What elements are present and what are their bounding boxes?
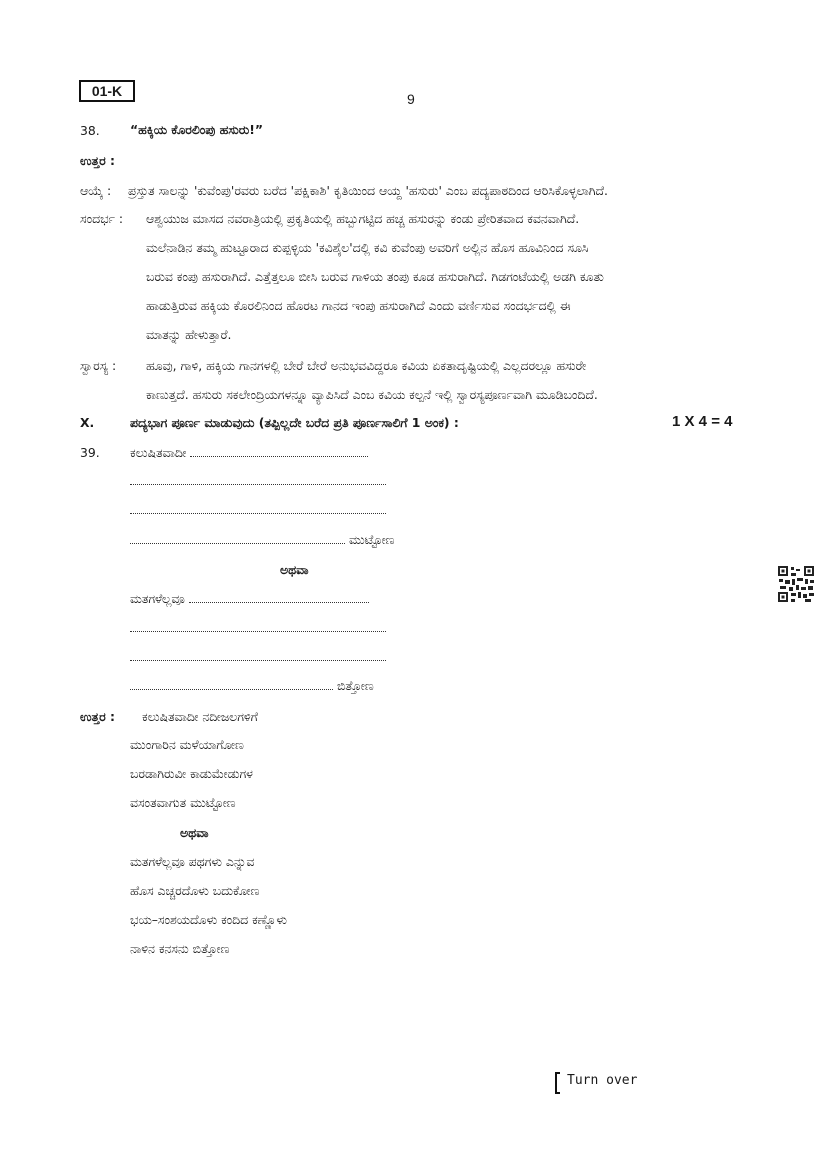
q39-number: 39. — [80, 445, 100, 460]
q39-line-5 — [130, 591, 369, 607]
paper-code: 01-K — [91, 83, 123, 99]
blank-line — [130, 474, 386, 485]
blank-line — [130, 650, 386, 661]
q39-line-1 — [130, 445, 368, 461]
sandarbha-line: ಆಶ್ವಯುಜ ಮಾಸದ ನವರಾತ್ರಿಯಲ್ಲಿ ಪ್ರಕೃತಿಯಲ್ಲಿ ಹಬ್ಬುಗಟ್ಟಿದ ಹಚ್ಚ ಹಸುರನ್ನು ಕಂಡು ಪ್ರೇರಿತವಾದ ಕವನವಾಗಿದೆ. — [146, 211, 580, 226]
sandarbha-line: ಮಾತನ್ನು ಹೇಳುತ್ತಾರೆ. — [146, 327, 232, 342]
q39-line-8 — [130, 678, 374, 694]
blank-line — [130, 503, 386, 514]
qr-code-icon — [777, 565, 815, 603]
ayke-label: ಆಯ್ಕೆ : — [80, 183, 112, 198]
q39-first-start: ಕಲುಷಿತವಾದೀ — [130, 445, 187, 460]
ayke-text: ಪ್ರಸ್ತುತ ಸಾಲನ್ನು 'ಕುವೆಂಪು'ರವರು ಬರೆದ 'ಪಕ್ಷಿಕಾಶಿ' ಕೃತಿಯಿಂದ ಆಯ್ದ 'ಹಸುರು' ಎಂಬ ಪದ್ಯಪಾಠದಿಂದ ಆರಿಸಿಕೊಳ್ಳಲಾಗಿದೆ. — [128, 183, 608, 198]
turn-over-bracket — [555, 1072, 560, 1094]
q39-first-end: ಮುಟ್ಟೋಣ — [348, 532, 395, 547]
paper-code-box — [79, 80, 135, 102]
section-x-title: ಪದ್ಯಭಾಗ ಪೂರ್ಣ ಮಾಡುವುದು (ತಪ್ಪಿಲ್ಲದೇ ಬರೆದ ಪ್ರತಿ ಪೂರ್ಣಸಾಲಿಗೆ 1 ಅಂಕ) : — [130, 415, 459, 430]
answer-line: ಹೊಸ ಎಚ್ಚರದೊಳು ಬದುಕೋಣ — [130, 883, 260, 898]
section-x-marks: 1 X 4 = 4 — [672, 413, 733, 430]
page-number: 9 — [407, 91, 415, 107]
answer-line: ಮುಂಗಾರಿನ ಮಳೆಯಾಗೋಣ — [130, 737, 244, 752]
swarasya-line: ಹೂವು, ಗಾಳಿ, ಹಕ್ಕಿಯ ಗಾನಗಳಲ್ಲಿ ಬೇರೆ ಬೇರೆ ಅನುಭವವಿದ್ದರೂ ಕವಿಯ ಏಕತಾದೃಷ್ಟಿಯಲ್ಲಿ ಎಲ್ಲದರಲ್ಲೂ ಹಸುರೇ — [146, 358, 587, 373]
blank-line — [190, 446, 368, 457]
q38-answer-label: ಉತ್ತರ : — [80, 153, 115, 168]
q39-line-4 — [130, 532, 394, 548]
q39-second-end: ಬಿತ್ತೋಣ — [336, 678, 374, 693]
q39-second-start: ಮತಗಳೆಲ್ಲವೂ — [130, 591, 185, 606]
swarasya-label: ಸ್ವಾರಸ್ಯ : — [80, 358, 117, 373]
sandarbha-label: ಸಂದರ್ಭ : — [80, 211, 124, 226]
answer-line: ನಾಳಿನ ಕನಸನು ಬಿತ್ತೋಣ — [130, 941, 230, 956]
answer-athava-label: ಅಥವಾ — [180, 825, 209, 840]
answer-line: ಭಯ–ಸಂಶಯದೊಳು ಕಂದಿದ ಕಣ್ಣೊಳು — [130, 912, 287, 927]
q38-number: 38. — [80, 123, 100, 138]
sandarbha-line: ಹಾಡುತ್ತಿರುವ ಹಕ್ಕಿಯ ಕೊರಲಿನಿಂದ ಹೊರಟ ಗಾನದ ಇಂಪು ಹಸುರಾಗಿದೆ ಎಂದು ವರ್ಣಿಸುವ ಸಂದರ್ಭದಲ್ಲಿ ಈ — [146, 298, 571, 313]
q39-line-3 — [130, 502, 386, 517]
swarasya-line: ಕಾಣುತ್ತದೆ. ಹಸುರು ಸಕಲೇಂದ್ರಿಯಗಳನ್ನೂ ವ್ಯಾಪಿಸಿದೆ ಎಂಬ ಕವಿಯ ಕಲ್ಪನೆ ಇಲ್ಲಿ ಸ್ವಾರಸ್ಯಪೂರ್ಣವಾಗಿ ಮೂಡಿಬಂದಿದೆ. — [146, 387, 598, 402]
q39-answer-label: ಉತ್ತರ : — [80, 709, 115, 724]
blank-line — [130, 679, 333, 690]
answer-line: ಮತಗಳೆಲ್ಲವೂ ಪಥಗಳು ಎನ್ನುವ — [130, 854, 255, 869]
section-x-label: X. — [80, 415, 95, 430]
blank-line — [189, 592, 369, 603]
answer-line: ಕಲುಷಿತವಾದೀ ನದೀಜಲಗಳಿಗೆ — [142, 709, 258, 724]
sandarbha-line: ಮಲೆನಾಡಿನ ತಮ್ಮ ಹುಟ್ಟೂರಾದ ಕುಪ್ಪಳ್ಳಿಯ 'ಕವಿಶೈಲ'ದಲ್ಲಿ ಕವಿ ಕುವೆಂಪು ಅವರಿಗೆ ಅಲ್ಲಿನ ಹೊಸ ಹೂವಿನಿಂದ ಸೂಸಿ — [146, 240, 589, 255]
answer-line: ವಸಂತವಾಗುತ ಮುಟ್ಟೋಣ — [130, 795, 236, 810]
athava-label: ಅಥವಾ — [280, 562, 309, 577]
answer-line: ಬರಡಾಗಿರುವೀ ಕಾಡುಮೇಡುಗಳ — [130, 766, 253, 781]
sandarbha-line: ಬರುವ ಕಂಪು ಹಸುರಾಗಿದೆ. ಎತ್ತೆತ್ತಲೂ ಬೀಸಿ ಬರುವ ಗಾಳಿಯ ತಂಪು ಕೂಡ ಹಸುರಾಗಿದೆ. ಗಿಡಗಂಟೆಯಲ್ಲಿ ಅಡಗಿ ಕೂತು — [146, 269, 604, 284]
turn-over-text: Turn over — [567, 1073, 638, 1088]
q39-line-7 — [130, 649, 386, 664]
blank-line — [130, 621, 386, 632]
blank-line — [130, 533, 345, 544]
q39-line-2 — [130, 473, 386, 488]
q39-line-6 — [130, 620, 386, 635]
q38-question: “ಹಕ್ಕಿಯ ಕೊರಲಿಂಪು ಹಸುರು!” — [130, 122, 263, 137]
